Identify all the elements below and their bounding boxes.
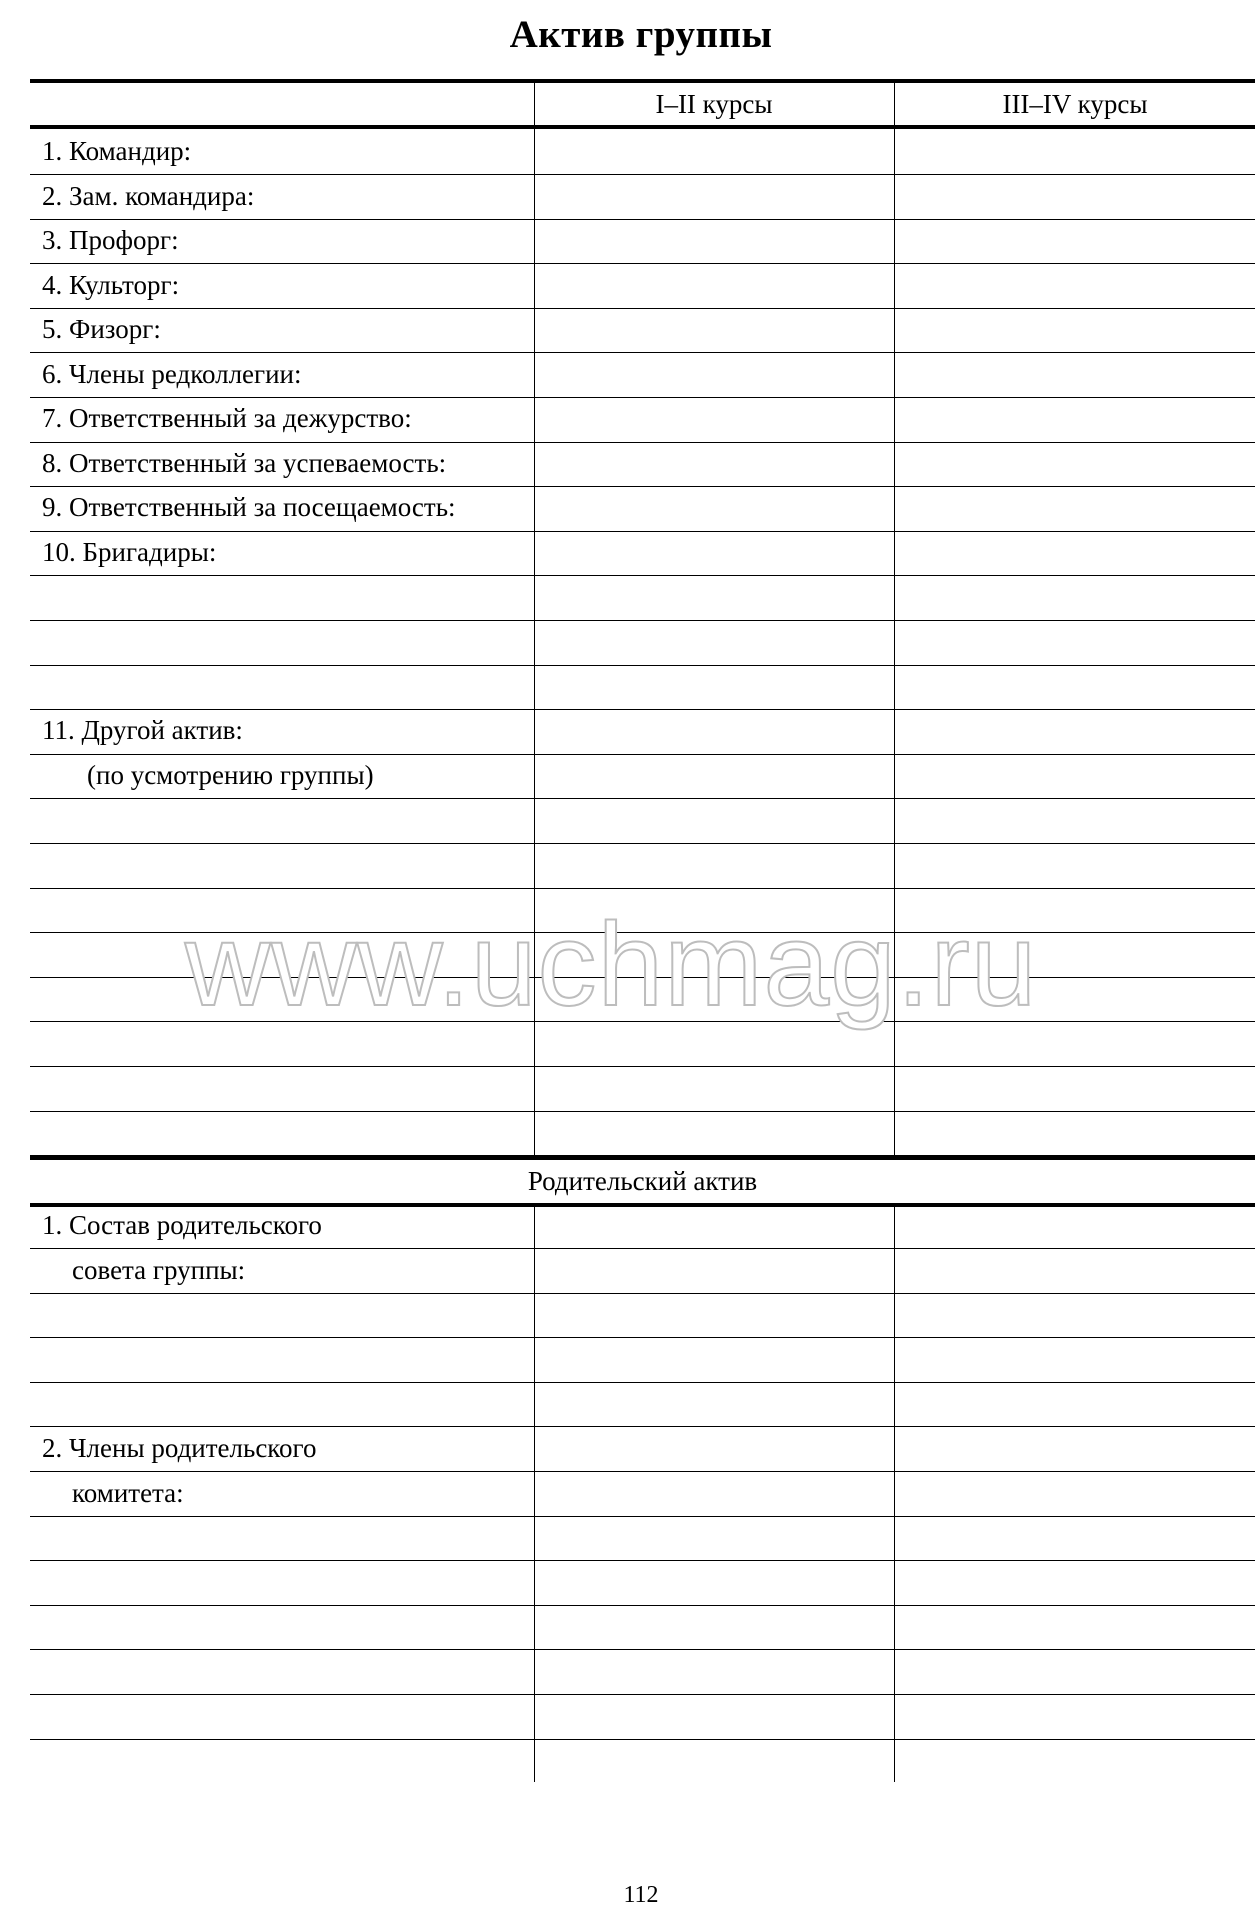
row-rule: [30, 798, 1255, 799]
row-rule: [30, 1694, 1255, 1695]
row-rule: [30, 1382, 1255, 1383]
row-label-deputy-commander: 2. Зам. командира:: [42, 181, 255, 211]
row-label-parent-committee-cont: комитета:: [72, 1478, 184, 1508]
table-top-rule: [30, 79, 1255, 83]
column-header-3-4-courses: III–IV курсы: [1002, 89, 1148, 119]
row-rule: [30, 1066, 1255, 1067]
row-label-sports-organizer: 5. Физорг:: [42, 314, 161, 344]
row-rule: [30, 1516, 1255, 1517]
row-label-other-activists: 11. Другой актив:: [42, 715, 243, 745]
page-title: Актив группы: [509, 13, 773, 56]
row-rule: [30, 1471, 1255, 1472]
row-rule: [30, 620, 1255, 621]
row-rule: [30, 219, 1255, 220]
row-label-group-discretion: (по усмотрению группы): [87, 760, 374, 790]
row-rule: [30, 843, 1255, 844]
row-label-attendance-responsible: 9. Ответственный за посещаемость:: [42, 492, 456, 522]
row-rule: [30, 665, 1255, 666]
row-rule: [30, 575, 1255, 576]
watermark: www.uchmag.ru: [185, 899, 1038, 1031]
row-rule: [30, 1337, 1255, 1338]
header-bottom-rule: [30, 125, 1255, 129]
row-rule: [30, 1605, 1255, 1606]
section-title-parent-activists: Родительский актив: [527, 1166, 758, 1196]
column-header-1-2-courses: I–II курсы: [655, 89, 773, 119]
row-rule: [30, 263, 1255, 264]
page-number: 112: [623, 1882, 659, 1908]
row-rule: [30, 1649, 1255, 1650]
column-divider: [894, 1203, 895, 1782]
row-label-culture-organizer: 4. Культорг:: [42, 270, 180, 300]
row-label-union-organizer: 3. Профорг:: [42, 225, 179, 255]
row-rule: [30, 1739, 1255, 1740]
row-rule: [30, 308, 1255, 309]
row-label-performance-responsible: 8. Ответственный за успеваемость:: [42, 448, 447, 478]
row-rule: [30, 1560, 1255, 1561]
row-label-parent-council-cont: совета группы:: [72, 1255, 246, 1285]
row-label-duty-responsible: 7. Ответственный за дежурство:: [42, 403, 412, 433]
row-label-parent-committee: 2. Члены родительского: [42, 1433, 317, 1463]
row-rule: [30, 1111, 1255, 1112]
row-label-editorial-board: 6. Члены редколлегии:: [42, 359, 302, 389]
row-label-brigadiers: 10. Бригадиры:: [42, 537, 217, 567]
row-label-commander: 1. Командир:: [42, 136, 192, 166]
row-rule: [30, 888, 1255, 889]
row-rule: [30, 1293, 1255, 1294]
row-label-parent-council: 1. Состав родительского: [42, 1210, 322, 1240]
column-divider: [534, 1203, 535, 1782]
